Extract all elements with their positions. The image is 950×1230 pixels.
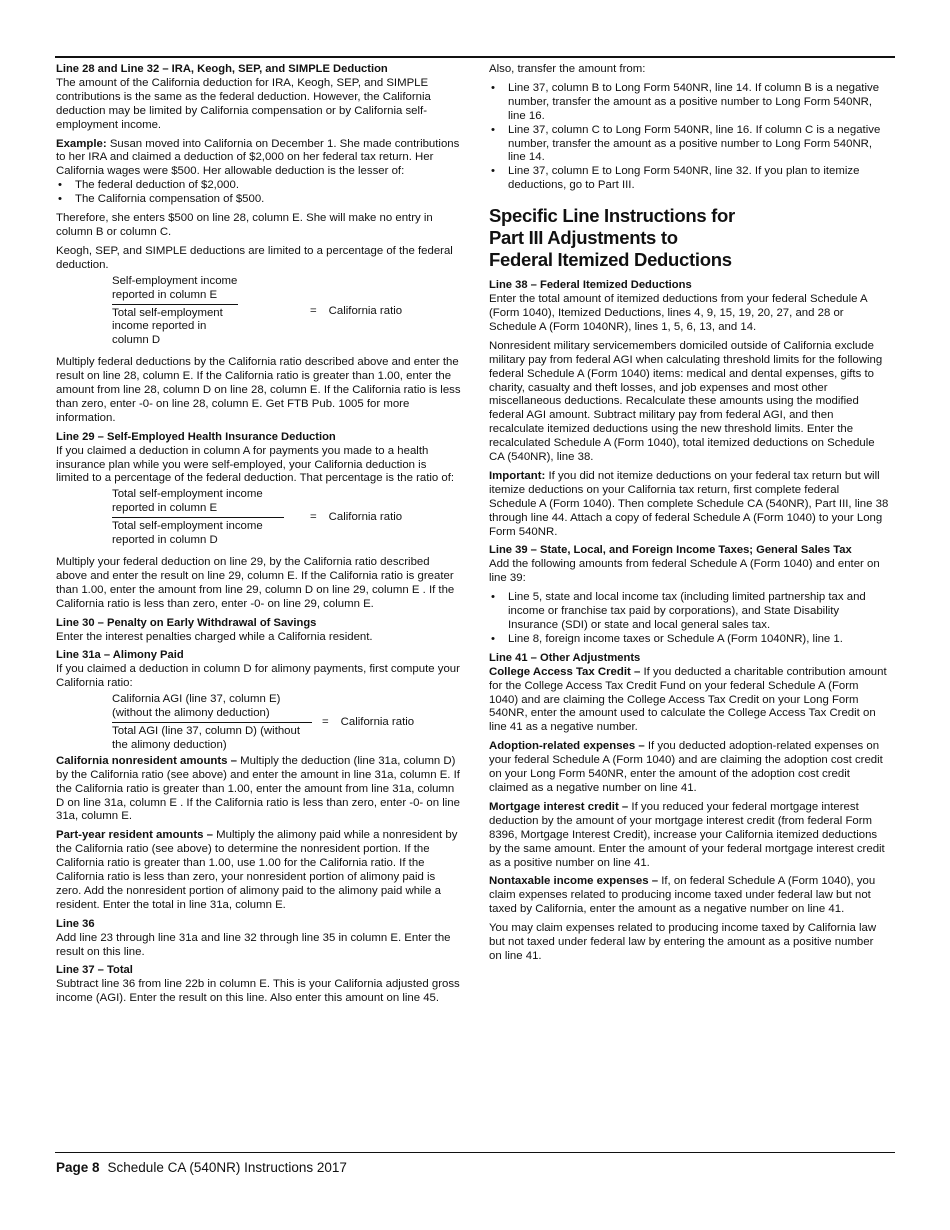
formula-denominator: Total AGI (line 37, column D) (without the alimony deduction): [112, 724, 301, 751]
equals-sign: =: [310, 511, 317, 524]
equals-sign: =: [322, 716, 329, 729]
closing-paragraph: You may claim expenses related to producing income taxed by California law but not taxed under federal law by entering the amount as a positive number on line 41.: [489, 922, 877, 962]
formula-result: California ratio: [328, 511, 403, 524]
ca-nonresident-label: California nonresident amounts –: [56, 754, 238, 767]
line-28-body: The amount of the California deduction for IRA, Keogh, SEP, and SIMPLE contributions is the same as the federal deduction. However, the California deduction may be limited by California compensation or by California self-employment income.: [56, 76, 431, 131]
ratio-formula-1: [112, 275, 461, 349]
section-title-line-3: Federal Itemized Deductions: [489, 249, 732, 271]
nontaxable-text: If, on federal Schedule A (Form 1040), you claim expenses related to producing income taxed under federal law but not taxed by California, enter the amount as a negative number on line 41.: [489, 875, 876, 916]
section-title-line-1: Specific Line Instructions for: [489, 205, 735, 227]
adoption-text: If you deducted adoption-related expenses on your federal Schedule A (Form 1040) and are claiming the adoption cost credit on your Long Form 540NR, enter the amount of the adoption cost credit claimed as a negative number on line 41.: [489, 740, 883, 794]
top-rule: [55, 56, 895, 58]
nontaxable-label: Nontaxable income expenses –: [489, 875, 659, 888]
line-30-heading: Line 30 – Penalty on Early Withdrawal of Savings: [56, 616, 317, 629]
line-31a-heading: Line 31a – Alimony Paid: [56, 649, 184, 662]
example-label: Example:: [56, 137, 107, 150]
line-29-body: If you claimed a deduction in column A for payments you made to a health insurance plan while you were self-employed, your California deduction is limited to a percentage of the federal deduction. That percentage is the ratio of:: [56, 444, 455, 485]
important-paragraph: [489, 470, 889, 540]
list-item: • Line 37, column C to Long Form 540NR, line 16. If column C is a negative number, transfer the amount as a positive number to Long Form 540NR, line 14.: [489, 124, 889, 166]
line-29-heading: Line 29 – Self-Employed Health Insurance Deduction: [56, 430, 336, 443]
adoption-label: Adoption-related expenses –: [489, 740, 645, 753]
mortgage-text: If you reduced your federal mortgage interest deduction by the amount of your mortgage interest credit (from federal Form 8396, Mortgage Interest Credit), increase your California itemized deductions by the same amount. Enter the amount of your federal mortgage interest credit as a positive number on line 41.: [489, 800, 885, 869]
formula-result: California ratio: [340, 716, 415, 729]
line-37-heading: Line 37 – Total: [56, 964, 133, 977]
line-28-32-heading: Line 28 and Line 32 – IRA, Keogh, SEP, and SIMPLE Deduction: [56, 63, 388, 75]
transfer-intro: Also, transfer the amount from:: [489, 63, 646, 75]
section-title: [489, 205, 889, 271]
mortgage-label: Mortgage interest credit –: [489, 800, 629, 813]
example-paragraph: [56, 138, 461, 180]
formula-numerator: Self-employment income reported in column E: [112, 275, 238, 305]
line-41-heading: Line 41 – Other Adjustments: [489, 651, 641, 664]
formula-numerator: Total self-employment income reported in column E: [112, 488, 284, 518]
left-column: [56, 63, 461, 1011]
important-label: Important:: [489, 469, 546, 482]
part-year-text: Multiply the alimony paid while a nonresident by the California ratio (see above) to determine the nonresident portion. If the California ratio is greater than 1.00, use 1.00 for the California ratio. If the California ratio is less than zero, your nonresident portion of alimony paid is zero. Add the nonresident portion of alimony paid to the alimony paid while a resident. Enter the total in line 31a, column E.: [56, 829, 458, 911]
list-item: • The California compensation of $500.: [56, 193, 461, 207]
ca-nonresident-text: Multiply the deduction (line 31a, column D) by the California ratio (see above) and enter the amount in line 31a, column E. If the California ratio is greater than 1.00, enter the amount from line 31a, column D on line 31a, column E . If the California ratio is less than zero, enter -0- on line 31a, column E.: [56, 754, 460, 823]
line-37-body: Subtract line 36 from line 22b in column E. This is your California adjusted gross income (AGI). Enter the result on this line. Also enter this amount on line 45.: [56, 978, 460, 1005]
line-38-body: Enter the total amount of itemized deductions from your federal Schedule A (Form 1040), Itemized Deductions, lines 4, 9, 15, 19, 20, 27, and 28 or Schedule A (Form 1040NR), lines 1, 5, 6, 13, and 14.: [489, 293, 868, 333]
college-access-paragraph: [489, 666, 889, 736]
page-number: Page 8: [56, 1160, 100, 1175]
important-text: If you did not itemize deductions on your federal tax return but will itemize deductions on your California tax return, first complete federal Schedule A (Form 1040). Then complete Schedule CA (540NR), Part III, line 38 through line 44. Attach a copy of federal Schedule A (Form 1040) to your Long Form 540NR.: [489, 469, 889, 538]
formula-denominator: Total self-employment income reported in column D: [112, 306, 223, 347]
list-item: • Line 37, column B to Long Form 540NR, line 14. If column B is a negative number, transfer the amount as a positive number to Long Form 540NR, line 16.: [489, 82, 889, 124]
list-item: • The federal deduction of $2,000.: [56, 179, 461, 193]
college-access-label: College Access Tax Credit –: [489, 665, 641, 678]
document-title: Schedule CA (540NR) Instructions 2017: [107, 1160, 347, 1175]
line-36-heading: Line 36: [56, 917, 95, 930]
list-item: • Line 5, state and local income tax (including limited partnership tax and income or franchise tax paid by corporations), and State Disability Insurance (SDI) or state and local general sales tax.: [489, 591, 889, 633]
line-38-heading: Line 38 – Federal Itemized Deductions: [489, 279, 692, 292]
formula-denominator: Total self-employment income reported in column D: [112, 520, 263, 547]
line-39-bullets: [489, 591, 889, 647]
footer-rule: [55, 1152, 895, 1153]
list-item: • Line 37, column E to Long Form 540NR, line 32. If you plan to itemize deductions, go to Part III.: [489, 165, 889, 193]
multiply-paragraph-1: Multiply federal deductions by the California ratio described above and enter the result on line 28, column E. If the California ratio is greater than 1.00, enter the amount from line 28, column D on line 28, column E. If the California ratio is less than zero, enter -0- on line 28, column E. Get FTB Pub. 1005 for more information.: [56, 356, 461, 424]
example-bullets: [56, 179, 461, 207]
line-39-body: Add the following amounts from federal Schedule A (Form 1040) and enter on line 39:: [489, 558, 880, 585]
line-30-body: Enter the interest penalties charged while a California resident.: [56, 630, 373, 643]
ratio-formula-2: [112, 488, 461, 548]
formula-numerator: California AGI (line 37, column E) (without the alimony deduction): [112, 693, 312, 723]
page-footer: [56, 1160, 347, 1176]
equals-sign: =: [310, 304, 317, 317]
nonresident-military-paragraph: Nonresident military servicemembers domiciled outside of California exclude military pay from federal AGI when calculating threshold limits for the following federal Schedule A (Form 1040) items: medical and dental expenses, gifts to charity, casualty and theft losses, and job expenses and most other miscellaneous deductions. Recalculate these amounts using the modified federal AGI amount. Subtract military pay from federal AGI, and then recalculate itemized deductions using the new threshold limits. Enter the recalculated Schedule A (Form 1040), total itemized deductions on Schedule CA (540NR), line 38.: [489, 339, 883, 464]
section-title-line-2: Part III Adjustments to: [489, 227, 678, 249]
formula-result: California ratio: [328, 304, 403, 317]
college-access-text: If you deducted a charitable contribution amount for the College Access Tax Credit Fund on your federal Schedule A (Form 1040) and are claiming the College Access Tax Credit on your Long Form 540NR, enter the amount used to calculate the College Access Tax Credit on line 41 as a negative number.: [489, 665, 887, 734]
therefore-paragraph: Therefore, she enters $500 on line 28, column E. She will make no entry in column B or column C.: [56, 212, 433, 238]
line-39-heading: Line 39 – State, Local, and Foreign Income Taxes; General Sales Tax: [489, 544, 852, 557]
example-text: Susan moved into California on December 1. She made contributions to her IRA and claimed a deduction of $2,000 on her federal tax return. Her California wages were $500. Her allowable deduction is the lesser of:: [56, 137, 460, 178]
adoption-paragraph: [489, 740, 889, 796]
multiply-paragraph-2: Multiply your federal deduction on line 29, by the California ratio described above and enter the result on line 29, column E. If the California ratio is greater than 1.00, enter the amount from line 29, column D on line 29, column E . If the California ratio is less than zero, enter -0- on line 29, column E.: [56, 556, 455, 610]
part-year-label: Part-year resident amounts –: [56, 829, 213, 842]
line-36-body: Add line 23 through line 31a and line 32 through line 35 in column E. Enter the result on this line.: [56, 931, 451, 958]
right-column: [489, 63, 889, 969]
line-31a-body: If you claimed a deduction in column D for alimony payments, first compute your California ratio:: [56, 663, 460, 690]
part-year-paragraph: [56, 829, 461, 912]
list-item: • Line 8, foreign income taxes or Schedule A (Form 1040NR), line 1.: [489, 633, 889, 647]
mortgage-paragraph: [489, 801, 889, 871]
transfer-bullets: [489, 82, 889, 193]
keogh-limit-paragraph: Keogh, SEP, and SIMPLE deductions are limited to a percentage of the federal deduction.: [56, 244, 453, 271]
ratio-formula-3: [112, 693, 461, 753]
nontaxable-paragraph: [489, 875, 889, 917]
ca-nonresident-paragraph: [56, 755, 461, 825]
